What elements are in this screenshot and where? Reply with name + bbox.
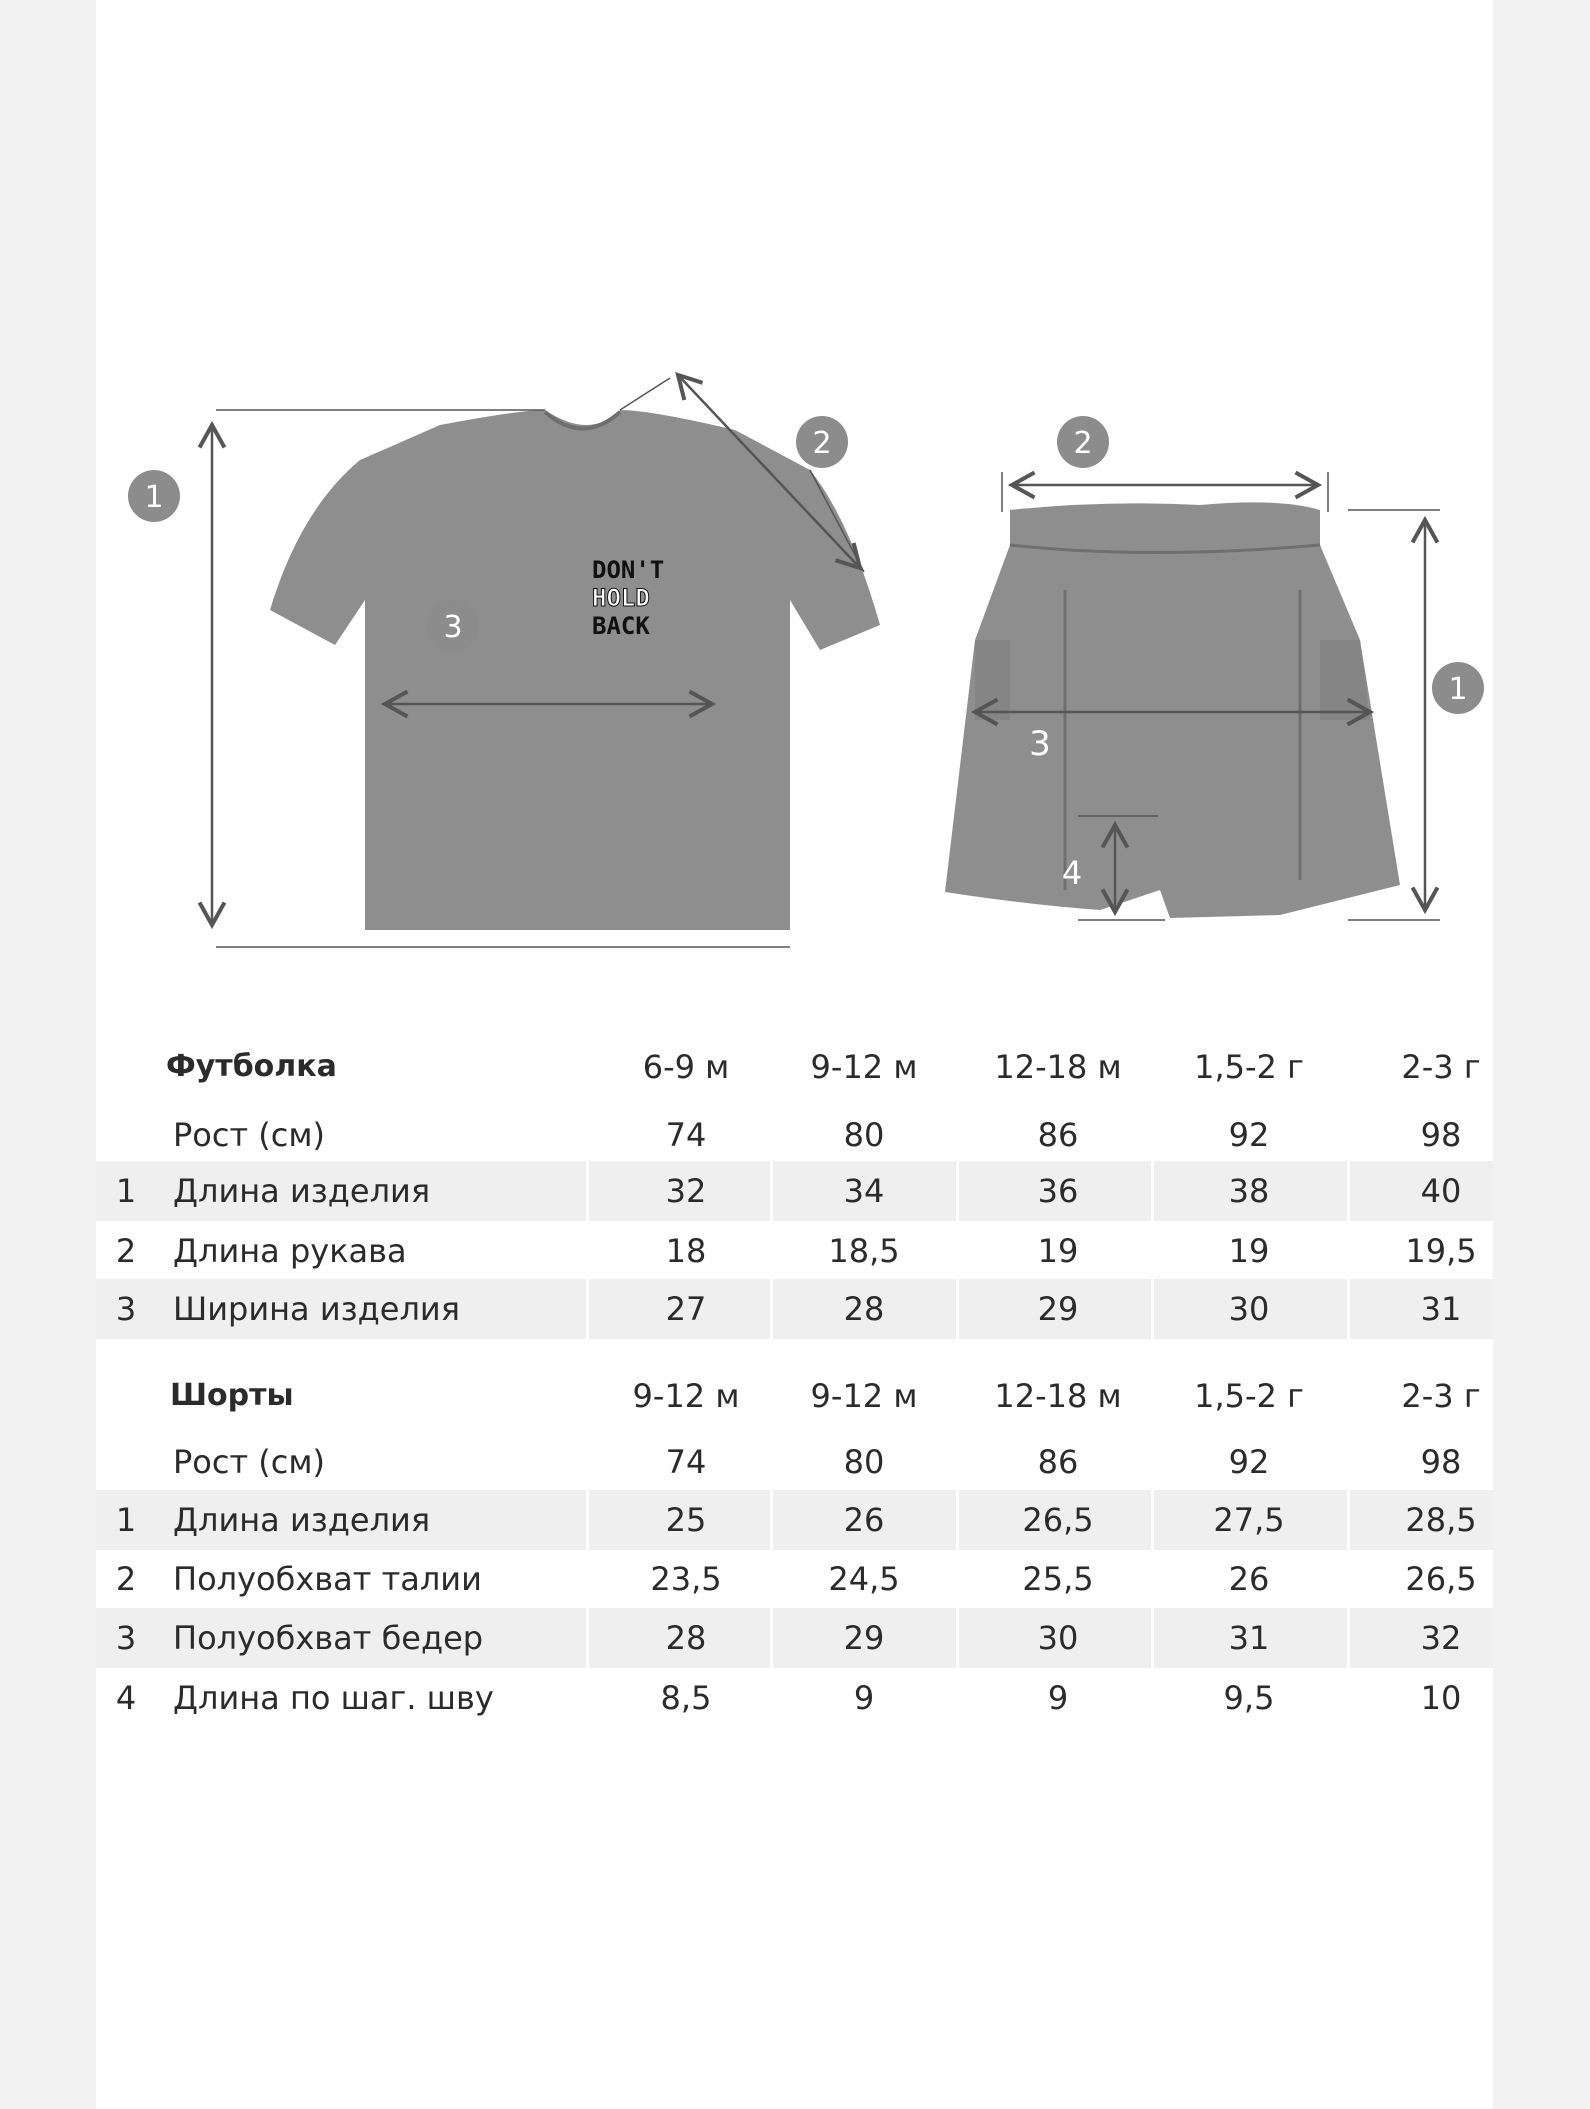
- row-label: Рост (см): [173, 1443, 325, 1481]
- row-value: 26,5: [1405, 1560, 1477, 1598]
- row-label: Длина по шаг. шву: [173, 1679, 494, 1717]
- row-number: 1: [115, 1501, 137, 1539]
- row-value: 28: [843, 1290, 885, 1328]
- tshirt-image: [270, 410, 880, 930]
- marker-tshirt-3: [427, 600, 479, 652]
- row-value: 25,5: [1022, 1560, 1094, 1598]
- row-value: 86: [1037, 1443, 1079, 1481]
- row-value: 28: [665, 1619, 707, 1657]
- row-value: 18: [665, 1232, 707, 1270]
- marker-shorts-2-label: 2: [1073, 426, 1093, 461]
- row-value: 31: [1228, 1619, 1270, 1657]
- row-number: 4: [115, 1679, 137, 1717]
- row-value: 23,5: [650, 1560, 722, 1598]
- size-header: 9-12 м: [632, 1377, 740, 1415]
- row-value: 40: [1420, 1172, 1462, 1210]
- marker-tshirt-2: [796, 416, 848, 468]
- size-header: 12-18 м: [994, 1377, 1122, 1415]
- row-number: 1: [115, 1172, 137, 1210]
- row-value: 31: [1420, 1290, 1462, 1328]
- print-line-1: DON'T: [592, 556, 665, 584]
- row-label: Длина изделия: [173, 1501, 431, 1539]
- size-header: 2-3 г: [1401, 1048, 1481, 1086]
- row-value: 92: [1228, 1116, 1270, 1154]
- size-header: 1,5-2 г: [1194, 1048, 1304, 1086]
- print-line-3: BACK: [592, 612, 650, 640]
- row-value: 9: [853, 1679, 875, 1717]
- row-value: 86: [1037, 1116, 1079, 1154]
- row-value: 10: [1420, 1679, 1462, 1717]
- row-number: [96, 1105, 156, 1165]
- marker-shorts-2: [1057, 416, 1109, 468]
- row-value: 80: [843, 1443, 885, 1481]
- row-value: 29: [843, 1619, 885, 1657]
- marker-shorts-4-label: 4: [1061, 854, 1083, 892]
- row-value: 24,5: [828, 1560, 900, 1598]
- row-value: 29: [1037, 1290, 1079, 1328]
- row-label: Полуобхват бедер: [173, 1619, 484, 1657]
- row-value: 27: [665, 1290, 707, 1328]
- row-value: 92: [1228, 1443, 1270, 1481]
- row-value: 32: [1420, 1619, 1462, 1657]
- marker-tshirt-2-label: 2: [812, 426, 832, 461]
- row-value: 32: [665, 1172, 707, 1210]
- row-value: 98: [1420, 1443, 1462, 1481]
- table-header-row: [96, 1037, 1493, 1097]
- print-line-2: HOLD: [592, 584, 650, 612]
- row-value: 74: [665, 1116, 707, 1154]
- marker-shorts-3-label: 3: [1029, 724, 1051, 764]
- table-row: [96, 1279, 1493, 1339]
- row-value: 38: [1228, 1172, 1270, 1210]
- row-number: [96, 1432, 156, 1492]
- row-label: Полуобхват талии: [173, 1560, 482, 1598]
- size-header: 1,5-2 г: [1194, 1377, 1304, 1415]
- row-value: 9: [1047, 1679, 1069, 1717]
- table-row: [96, 1608, 1493, 1668]
- row-value: 30: [1228, 1290, 1270, 1328]
- tshirt-size-table: [96, 1037, 1493, 1342]
- table-row: [96, 1105, 1493, 1165]
- size-header: 12-18 м: [994, 1048, 1122, 1086]
- row-number: 3: [115, 1619, 137, 1657]
- row-value: 36: [1037, 1172, 1079, 1210]
- table-row: [96, 1549, 1493, 1609]
- marker-tshirt-1-label: 1: [144, 480, 164, 515]
- table-header-row: [96, 1366, 1493, 1426]
- row-number: 3: [115, 1290, 137, 1328]
- size-header: 9-12 м: [810, 1048, 918, 1086]
- row-label: Ширина изделия: [173, 1290, 460, 1328]
- table-title: Футболка: [166, 1049, 337, 1084]
- garment-illustration: [0, 0, 1590, 1000]
- size-header: 9-12 м: [810, 1377, 918, 1415]
- row-value: 19,5: [1405, 1232, 1477, 1270]
- row-number: 2: [115, 1560, 137, 1598]
- row-value: 26: [1228, 1560, 1270, 1598]
- table-row: [96, 1668, 1493, 1728]
- size-header: 2-3 г: [1401, 1377, 1481, 1415]
- row-value: 25: [665, 1501, 707, 1539]
- row-value: 27,5: [1213, 1501, 1285, 1539]
- row-label: Длина изделия: [173, 1172, 431, 1210]
- row-value: 30: [1037, 1619, 1079, 1657]
- row-value: 34: [843, 1172, 885, 1210]
- marker-tshirt-3-label: 3: [443, 610, 463, 645]
- table-row: [96, 1161, 1493, 1221]
- row-value: 98: [1420, 1116, 1462, 1154]
- row-value: 18,5: [828, 1232, 900, 1270]
- shorts-image: [945, 502, 1400, 918]
- row-value: 9,5: [1223, 1679, 1275, 1717]
- garments-svg: [0, 0, 1590, 1000]
- shorts-size-table: [96, 1366, 1493, 1726]
- row-value: 19: [1228, 1232, 1270, 1270]
- marker-shorts-1-label: 1: [1448, 672, 1468, 707]
- row-value: 8,5: [660, 1679, 712, 1717]
- row-value: 19: [1037, 1232, 1079, 1270]
- row-label: Рост (см): [173, 1116, 325, 1154]
- row-value: 28,5: [1405, 1501, 1477, 1539]
- size-header: 6-9 м: [642, 1048, 730, 1086]
- table-row: [96, 1490, 1493, 1550]
- table-title: Шорты: [170, 1378, 294, 1413]
- table-row: [96, 1432, 1493, 1492]
- row-value: 80: [843, 1116, 885, 1154]
- row-value: 26,5: [1022, 1501, 1094, 1539]
- row-value: 74: [665, 1443, 707, 1481]
- marker-shorts-1: [1432, 662, 1484, 714]
- row-number: 2: [115, 1232, 137, 1270]
- table-row: [96, 1221, 1493, 1281]
- marker-tshirt-1: [128, 470, 180, 522]
- row-value: 26: [843, 1501, 885, 1539]
- row-label: Длина рукава: [173, 1232, 407, 1270]
